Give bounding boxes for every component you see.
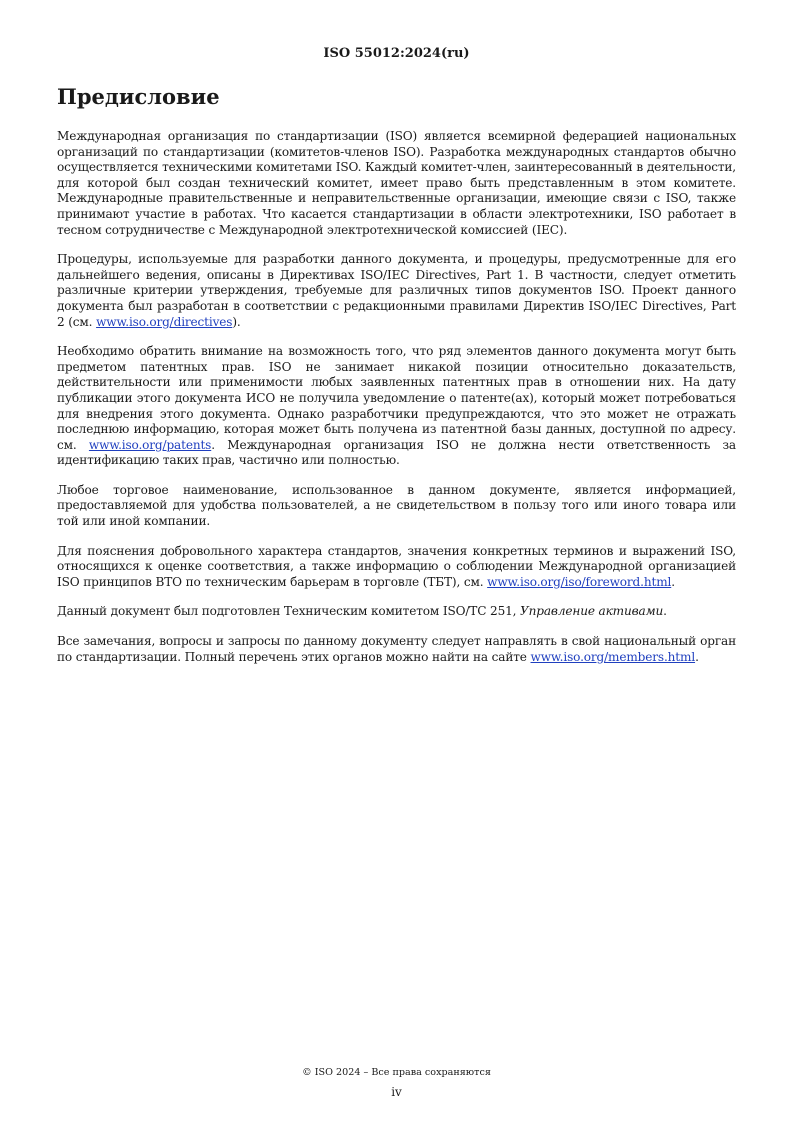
paragraph-text: Все замечания, вопросы и запросы по данному документу следует направлять в свой национальный орган по стандартизации. Полный перечень этих органов можно найти на сайте <box>57 634 736 664</box>
patents-link[interactable]: www.iso.org/patents <box>88 437 212 452</box>
paragraph-iso-intro: Международная организация по стандартизации (ISO) является всемирной федерацией национальных организаций по стандартизации (комитетов-членов ISO). Разработка международных стандартов обычно осуществляется техническими комитетами ISO. Каждый комитет-член, заинтересованный в деятельности, для которой был создан технический комитет, имеет право быть представленным в этом комитете. Международные правительственные и неправительственные организации, имеющие связи с ISO, также принимают участие в работах. Что касается стандартизации в области электротехники, ISO работает в тесном сотрудничестве с Международной электротехнической комиссией (IEC). <box>57 129 736 237</box>
paragraph-patents <box>57 344 736 469</box>
paragraph-text-end: . <box>663 604 667 619</box>
paragraph-text-end: . <box>671 574 675 589</box>
paragraph-committee <box>57 604 736 620</box>
directives-link[interactable]: www.iso.org/directives <box>96 314 233 329</box>
document-id-header: ISO 55012:2024(ru) <box>323 46 470 61</box>
paragraph-procedures <box>57 252 736 330</box>
committee-title: Управление активами <box>520 604 664 619</box>
members-link[interactable]: www.iso.org/members.html <box>530 649 696 664</box>
paragraph-text: Данный документ был подготовлен Техническим комитетом ISO/TC 251, <box>57 604 521 619</box>
foreword-link[interactable]: www.iso.org/iso/foreword.html <box>487 574 672 589</box>
paragraph-voluntary-nature <box>57 544 736 591</box>
paragraph-text: Необходимо обратить внимание на возможность того, что ряд элементов данного документа могут быть предметом патентных прав. ISO не занимает никакой позиции относительно доказательств, действительности или применимости любых заявленных патентных прав в отношении них. На дату публикации этого документа ИСО не получила уведомление о патенте(ах), который может потребоваться для внедрения этого документа. Однако разработчики предупреждаются, что это может не отражать последнюю информацию, которая может быть получена из патентной базы данных, доступной по адресу. см. <box>57 344 736 452</box>
paragraph-text-end: . Международная организация ISO не должна нести ответственность за идентификацию таких прав, частично или полностью. <box>57 437 736 468</box>
page-number: iv <box>391 1085 402 1099</box>
page-title: Предисловие <box>57 84 220 109</box>
paragraph-text: Для пояснения добровольного характера стандартов, значения конкретных терминов и выражений ISO, относящихся к оценке соответствия, а также информацию о соблюдении Международной организацией ISO принципов ВТО по техническим барьерам в торговле (ТБТ), см. <box>57 543 736 589</box>
paragraph-text-end: . <box>695 649 699 664</box>
paragraph-feedback <box>57 634 736 665</box>
paragraph-trade-names: Любое торговое наименование, использованное в данном документе, является информацией, предоставляемой для удобства пользователей, а не свидетельством в пользу того или иного товара или той или иной компании. <box>57 482 736 529</box>
paragraph-text-end: ). <box>232 314 241 329</box>
foreword-body <box>57 129 736 679</box>
paragraph-text: Процедуры, используемые для разработки данного документа, и процедуры, предусмотренные для его дальнейшего ведения, описаны в Директивах ISO/IEC Directives, Part 1. В частности, следует отметить различные критерии утверждения, требуемые для различных типов документов ISO. Проект данного документа был разработан в соответствии с редакционными правилами Директив ISO/IEC Directives, Part 2 (см. <box>57 252 736 329</box>
copyright-footer: © ISO 2024 – Все права сохраняются <box>302 1067 491 1078</box>
